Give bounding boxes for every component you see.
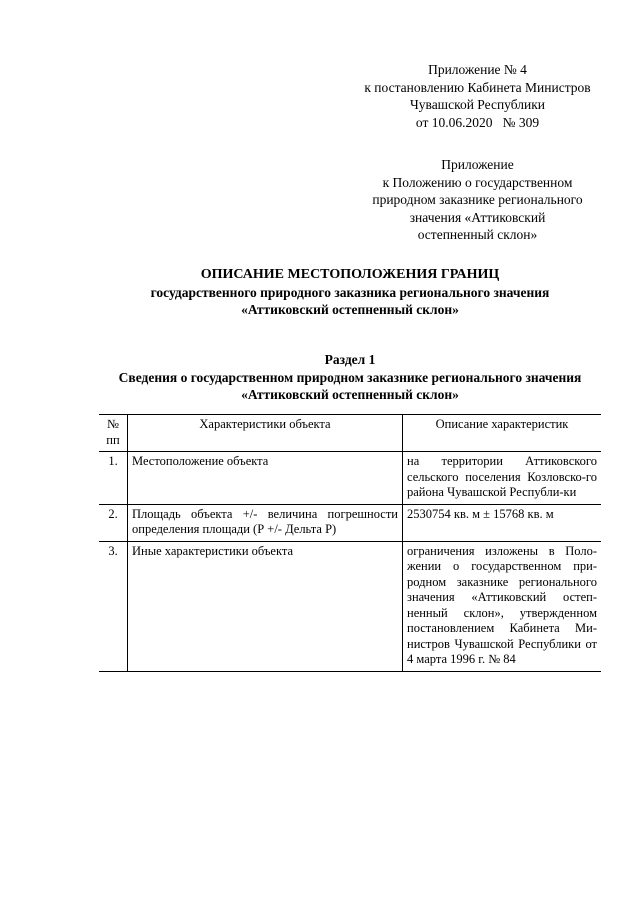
section-number: Раздел 1 bbox=[324, 352, 376, 367]
annex-header bbox=[350, 61, 605, 131]
header-characteristics: Характеристики объекта bbox=[128, 415, 403, 452]
table-header-row bbox=[99, 415, 601, 452]
document-title bbox=[100, 266, 600, 319]
row-characteristic: Площадь объекта +/- величина погрешности определения площади (Р +/- Дельта Р) bbox=[128, 504, 403, 541]
row-description: 2530754 кв. м ± 15768 кв. м bbox=[403, 504, 602, 541]
section-title-line: «Аттиковский остепненный склон» bbox=[241, 387, 459, 402]
annex-header-line: к постановлению Кабинета Министров bbox=[364, 79, 591, 95]
row-num: 1. bbox=[99, 452, 128, 505]
annex-header-line: Приложение № 4 bbox=[428, 62, 527, 77]
annex-sub-header-line: значения «Аттиковский bbox=[409, 209, 546, 225]
annex-sub-header-line: Приложение bbox=[441, 157, 514, 172]
document-title-line: «Аттиковский остепненный склон» bbox=[241, 302, 459, 317]
annex-header-line: от 10.06.2020 № 309 bbox=[415, 114, 540, 130]
document-title-line: государственного природного заказника регионального значения bbox=[150, 284, 550, 300]
annex-header-line: Чувашской Республики bbox=[409, 97, 546, 112]
header-num: № пп bbox=[99, 415, 128, 452]
row-description: ограничения изложены в Поло-жении о государственном при-родном заказнике регионального значения «Аттиковский остеп-ненный склон», утвержденном постановлением Кабинета Ми-нистров Чувашской Республики от 4 марта 1996 г. № 84 bbox=[403, 541, 602, 671]
document-title-main: ОПИСАНИЕ МЕСТОПОЛОЖЕНИЯ ГРАНИЦ bbox=[200, 267, 500, 282]
row-characteristic: Местоположение объекта bbox=[128, 452, 403, 505]
annex-sub-header-line: природном заказнике регионального bbox=[372, 192, 583, 207]
row-characteristic: Иные характеристики объекта bbox=[128, 541, 403, 671]
table-row bbox=[99, 452, 601, 505]
annex-sub-header bbox=[355, 156, 600, 244]
section-title-line: Сведения о государственном природном заказнике регионального значения bbox=[118, 369, 582, 385]
section-heading bbox=[100, 351, 600, 404]
table-row bbox=[99, 541, 601, 671]
characteristics-table bbox=[99, 414, 601, 672]
header-description: Описание характеристик bbox=[403, 415, 602, 452]
table-row bbox=[99, 504, 601, 541]
annex-sub-header-line: остепненный склон» bbox=[417, 227, 538, 242]
row-num: 3. bbox=[99, 541, 128, 671]
row-num: 2. bbox=[99, 504, 128, 541]
row-description: на территории Аттиковского сельского поселения Козловско-го района Чувашской Республи-ки bbox=[403, 452, 602, 505]
annex-sub-header-line: к Положению о государственном bbox=[382, 174, 573, 190]
